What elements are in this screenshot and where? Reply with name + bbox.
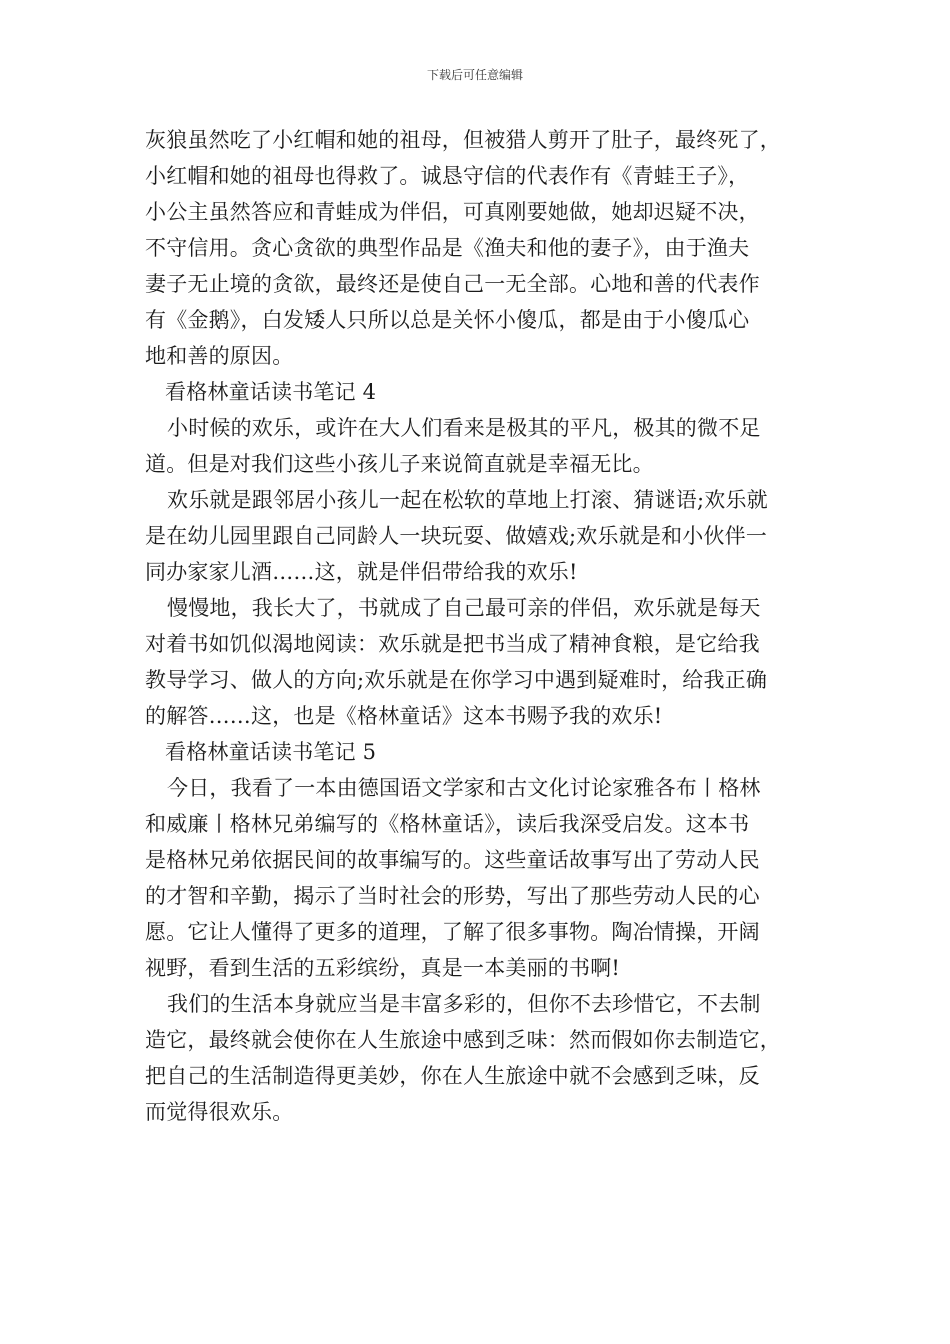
text-line: 小红帽和她的祖母也得救了。诚恳守信的代表作有《青蛙王子》， [145,164,750,188]
text-line: 同办家家儿酒……这，就是伴侣带给我的欢乐! [145,560,578,584]
text-line: 地和善的原因。 [145,344,294,368]
text-line: 对着书如饥似渴地阅读：欢乐就是把书当成了精神食粮，是它给我 [145,632,760,656]
document-body [145,122,825,1130]
text-line: 是格林兄弟依据民间的故事编写的。这些童话故事写出了劳动人民 [145,848,760,872]
text-line: 欢乐就是跟邻居小孩儿一起在松软的草地上打滚、猜谜语;欢乐就 [167,488,768,512]
text-line: 妻子无止境的贪欲，最终还是使自己一无全部。心地和善的代表作 [145,272,760,296]
section-heading-5: 看格林童话读书笔记 5 [165,740,377,764]
text-line: 慢慢地，我长大了，书就成了自己最可亲的伴侣，欢乐就是每天 [167,596,761,620]
text-line: 的才智和辛勤，揭示了当时社会的形势，写出了那些劳动人民的心 [145,884,760,908]
text-line: 教导学习、做人的方向;欢乐就是在你学习中遇到疑难时，给我正确 [145,668,768,692]
text-line: 小时候的欢乐，或许在大人们看来是极其的平凡，极其的微不足 [167,416,761,440]
text-line: 的解答……这，也是《格林童话》这本书赐予我的欢乐! [145,704,663,728]
text-line: 和威廉丨格林兄弟编写的《格林童话》，读后我深受启发。这本书 [145,812,750,836]
text-line: 愿。它让人懂得了更多的道理，了解了很多事物。陶冶情操，开阔 [145,920,760,944]
text-line: 视野，看到生活的五彩缤纷，真是一本美丽的书啊! [145,956,621,980]
text-line: 把自己的生活制造得更美妙，你在人生旅途中就不会感到乏味，反 [145,1064,760,1088]
text-line: 道。但是对我们这些小孩儿子来说简直就是幸福无比。 [145,452,654,476]
page-header: 下载后可任意编辑 [426,68,523,82]
text-line: 不守信用。贪心贪欲的典型作品是《渔夫和他的妻子》，由于渔夫 [145,236,750,260]
text-line: 灰狼虽然吃了小红帽和她的祖母，但被猎人剪开了肚子，最终死了， [145,128,781,152]
text-line: 而觉得很欢乐。 [145,1100,294,1124]
section-heading-4: 看格林童话读书笔记 4 [165,380,377,404]
text-line: 我们的生活本身就应当是丰富多彩的，但你不去珍惜它，不去制 [167,992,761,1016]
text-line: 是在幼儿园里跟自己同龄人一块玩耍、做嬉戏;欢乐就是和小伙伴一 [145,524,768,548]
text-line: 小公主虽然答应和青蛙成为伴侣，可真刚要她做，她却迟疑不决， [145,200,760,224]
text-line: 今日，我看了一本由德国语文学家和古文化讨论家雅各布丨格林 [167,776,761,800]
text-line: 有《金鹅》，白发矮人只所以总是关怀小傻瓜，都是由于小傻瓜心 [145,308,750,332]
text-line: 造它，最终就会使你在人生旅途中感到乏味：然而假如你去制造它， [145,1028,781,1052]
